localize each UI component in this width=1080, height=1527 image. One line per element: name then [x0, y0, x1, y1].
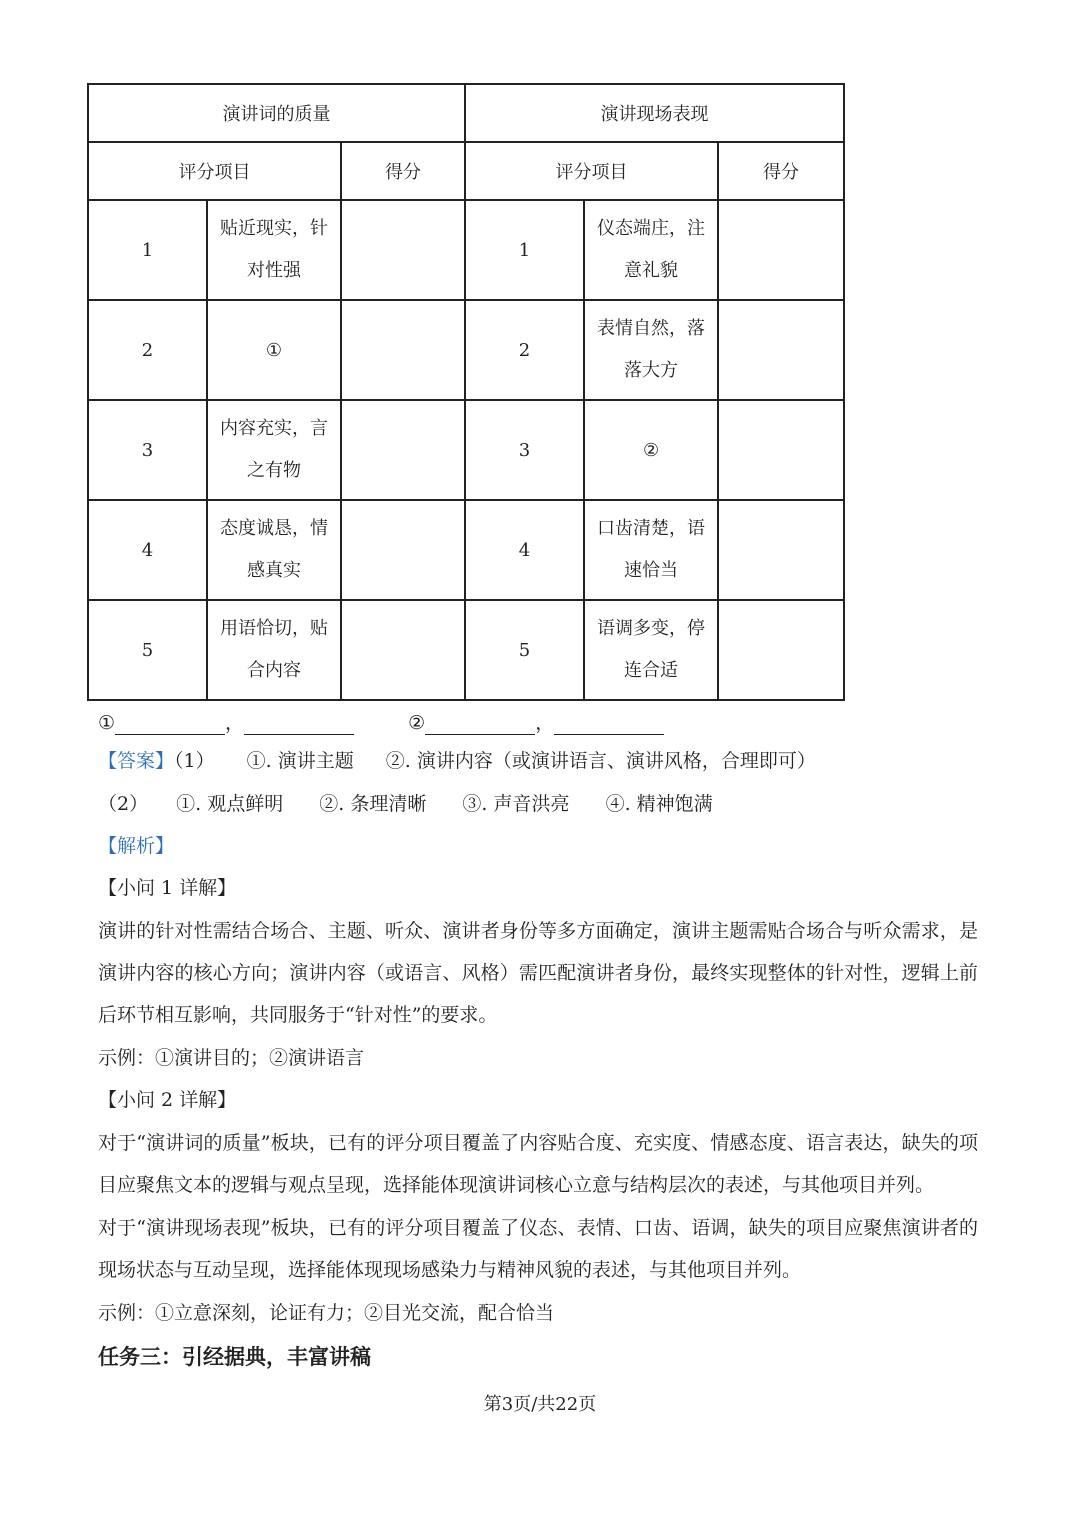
left-item: 贴近现实，针 对性强: [207, 200, 341, 300]
left-item-blank-1: ①: [207, 300, 341, 400]
left-score-cell[interactable]: [341, 400, 465, 500]
blank-2b-line[interactable]: [554, 714, 664, 735]
row-number: 5: [465, 600, 584, 700]
table-row: [88, 600, 844, 700]
row-number: 4: [88, 500, 207, 600]
right-item: 表情自然，落 落大方: [584, 300, 718, 400]
answer-line-2: [98, 789, 713, 819]
blank-1a-line[interactable]: [115, 714, 225, 735]
left-score-cell[interactable]: [341, 200, 465, 300]
q1-paragraph: 演讲的针对性需结合场合、主题、听众、演讲者身份等多方面确定，演讲主题需贴合场合与听众需求，是演讲内容的核心方向；演讲内容（或语言、风格）需匹配演讲者身份，最终实现整体的针对性，逻辑上前后环节相互影响，共同服务于“针对性”的要求。: [98, 920, 978, 1026]
answer-item: ④. 精神饱满: [605, 793, 713, 815]
answer-item: ③. 声音洪亮: [462, 793, 570, 815]
answer-tag: 【答案】: [98, 750, 175, 772]
analysis-tag: 【解析】: [98, 835, 175, 857]
q2-paragraph-1: 对于“演讲词的质量”板块，已有的评分项目覆盖了内容贴合度、充实度、情感态度、语言表达，缺失的项目应聚焦文本的逻辑与观点呈现，选择能体现演讲词核心立意与结构层次的表述，与其他项目并列。: [98, 1132, 978, 1196]
answer-part-label: （2）: [98, 793, 149, 815]
row-number: 5: [88, 600, 207, 700]
row-number: 2: [88, 300, 207, 400]
left-score-cell[interactable]: [341, 500, 465, 600]
group-header-right: 演讲现场表现: [465, 84, 844, 142]
table-row: [88, 300, 844, 400]
q1-heading: 【小问 1 详解】: [98, 877, 237, 899]
row-number: 1: [465, 200, 584, 300]
right-item: 仪态端庄，注 意礼貌: [584, 200, 718, 300]
q2-paragraph-2: 对于“演讲现场表现”板块，已有的评分项目覆盖了仪态、表情、口齿、语调，缺失的项目应聚焦演讲者的现场状态与互动呈现，选择能体现现场感染力与精神风貌的表述，与其他项目并列。: [98, 1217, 978, 1281]
col-header-score-right: 得分: [718, 142, 844, 200]
q2-heading: 【小问 2 详解】: [98, 1089, 237, 1111]
answer-line-1: [98, 746, 816, 776]
table-row: [88, 400, 844, 500]
blank-2-label: ②: [408, 712, 426, 734]
right-item-blank-2: ②: [584, 400, 718, 500]
row-number: 3: [88, 400, 207, 500]
row-number: 3: [465, 400, 584, 500]
blank-1b-line[interactable]: [244, 714, 354, 735]
blank-1-label: ①: [98, 712, 116, 734]
q2-example: 示例：①立意深刻，论证有力；②目光交流，配合恰当: [98, 1302, 555, 1324]
blank-comma: ，: [225, 712, 245, 734]
q1-example: 示例：①演讲目的；②演讲语言: [98, 1047, 365, 1069]
scoring-table: [87, 83, 845, 701]
blank-comma: ，: [535, 712, 555, 734]
left-item: 态度诚恳，情 感真实: [207, 500, 341, 600]
answer-item: ②. 条理清晰: [319, 793, 427, 815]
right-score-cell[interactable]: [718, 200, 844, 300]
col-header-score-left: 得分: [341, 142, 465, 200]
left-item: 用语恰切，贴 合内容: [207, 600, 341, 700]
left-item: 内容充实，言 之有物: [207, 400, 341, 500]
right-score-cell[interactable]: [718, 400, 844, 500]
right-score-cell[interactable]: [718, 300, 844, 400]
answer-item: ②. 演讲内容（或演讲语言、演讲风格，合理即可）: [385, 750, 816, 772]
left-score-cell[interactable]: [341, 600, 465, 700]
right-item: 口齿清楚，语 速恰当: [584, 500, 718, 600]
left-score-cell[interactable]: [341, 300, 465, 400]
col-header-item-right: 评分项目: [465, 142, 718, 200]
right-item: 语调多变，停 连合适: [584, 600, 718, 700]
right-score-cell[interactable]: [718, 500, 844, 600]
row-number: 4: [465, 500, 584, 600]
page-footer: 第3页/共22页: [483, 1394, 597, 1415]
table-row: [88, 500, 844, 600]
col-header-item-left: 评分项目: [88, 142, 341, 200]
row-number: 2: [465, 300, 584, 400]
right-score-cell[interactable]: [718, 600, 844, 700]
answer-item: ①. 观点鲜明: [176, 793, 284, 815]
answer-blanks: [98, 708, 664, 738]
row-number: 1: [88, 200, 207, 300]
answer-part-label: （1）: [174, 750, 215, 772]
task-heading: 任务三：引经据典，丰富讲稿: [98, 1345, 371, 1369]
group-header-left: 演讲词的质量: [88, 84, 465, 142]
blank-2a-line[interactable]: [425, 714, 535, 735]
answer-item: ①. 演讲主题: [246, 750, 354, 772]
table-row: [88, 200, 844, 300]
